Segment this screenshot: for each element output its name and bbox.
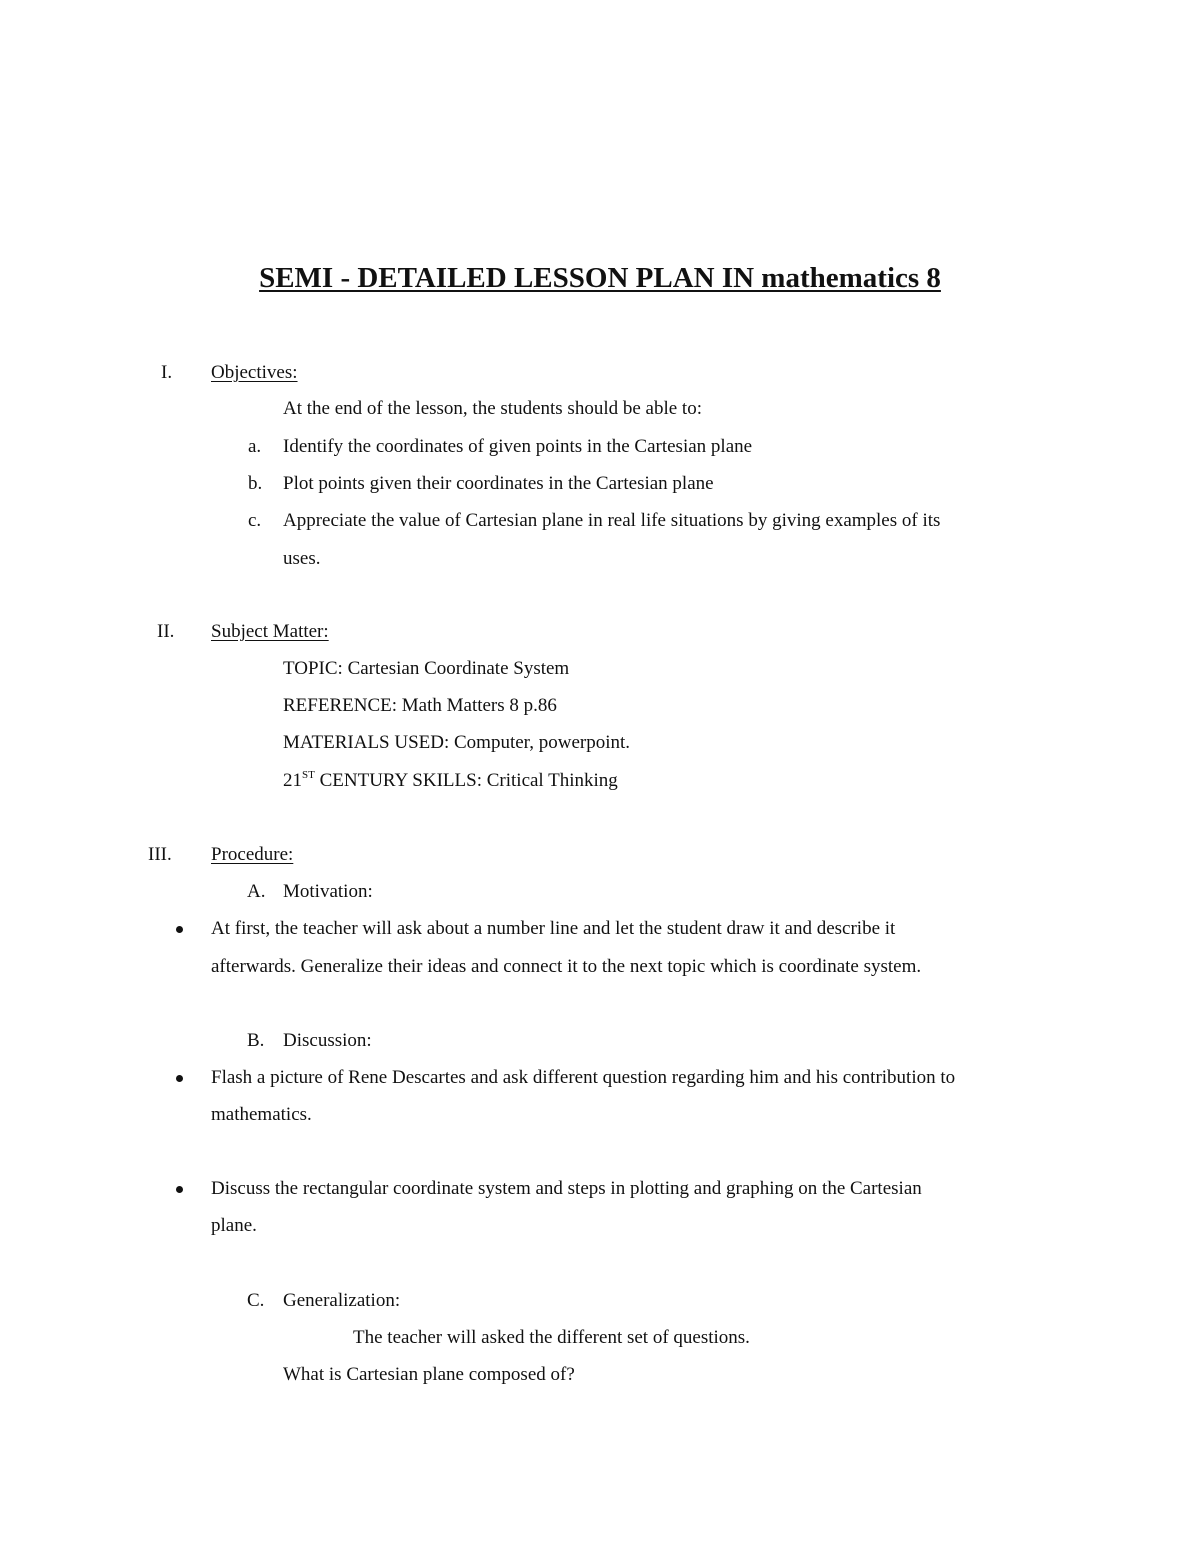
objective-text-a: Identify the coordinates of given points in the Cartesian plane <box>283 436 753 457</box>
subject-topic: TOPIC: Cartesian Coordinate System <box>283 658 570 679</box>
objective-marker-b: b. <box>248 473 263 494</box>
generalization-line-1: The teacher will asked the different set of questions. <box>353 1327 750 1348</box>
section-heading-objectives: Objectives: <box>211 362 298 383</box>
generalization-line-2: What is Cartesian plane composed of? <box>283 1364 575 1385</box>
objective-marker-a: a. <box>248 436 262 457</box>
motivation-bullet-line-1: At first, the teacher will ask about a number line and let the student draw it and describe it <box>211 918 896 939</box>
discussion-bullet1-line-1: Flash a picture of Rene Descartes and ask different question regarding him and his contribution to <box>211 1067 956 1088</box>
discussion-bullet1-line-2: mathematics. <box>211 1104 312 1125</box>
discussion-bullet2-line-1: Discuss the rectangular coordinate system and steps in plotting and graphing on the Cartesian <box>211 1178 922 1199</box>
subject-materials: MATERIALS USED: Computer, powerpoint. <box>283 732 631 753</box>
discussion-label: Discussion: <box>283 1030 372 1051</box>
generalization-label: Generalization: <box>283 1290 401 1311</box>
section-heading-subject-matter: Subject Matter: <box>211 621 329 642</box>
objective-text-c-cont: uses. <box>283 548 321 569</box>
skills-superscript: ST <box>302 769 315 781</box>
section-numeral-objectives: I. <box>161 362 173 383</box>
section-numeral-procedure: III. <box>148 844 172 865</box>
objective-text-c: Appreciate the value of Cartesian plane in real life situations by giving examples of its <box>283 510 941 531</box>
motivation-label: Motivation: <box>283 881 373 902</box>
motivation-marker: A. <box>247 881 266 902</box>
bullet-dot-icon <box>176 926 183 933</box>
skills-prefix: 21 <box>283 770 302 791</box>
skills-rest: CENTURY SKILLS: Critical Thinking <box>314 770 618 791</box>
page-title: SEMI - DETAILED LESSON PLAN IN mathematics 8 <box>259 262 941 294</box>
objectives-intro: At the end of the lesson, the students should be able to: <box>283 398 702 419</box>
subject-reference: REFERENCE: Math Matters 8 p.86 <box>283 695 557 716</box>
subject-skills <box>283 769 618 793</box>
bullet-dot-icon <box>176 1186 183 1193</box>
discussion-marker: B. <box>247 1030 265 1051</box>
bullet-dot-icon <box>176 1075 183 1082</box>
discussion-bullet2-line-2: plane. <box>211 1215 257 1236</box>
objective-text-b: Plot points given their coordinates in the Cartesian plane <box>283 473 714 494</box>
motivation-bullet-line-2: afterwards. Generalize their ideas and connect it to the next topic which is coordinate system. <box>211 956 922 977</box>
objective-marker-c: c. <box>248 510 262 531</box>
generalization-marker: C. <box>247 1290 265 1311</box>
section-numeral-subject-matter: II. <box>157 621 175 642</box>
section-heading-procedure: Procedure: <box>211 844 294 865</box>
